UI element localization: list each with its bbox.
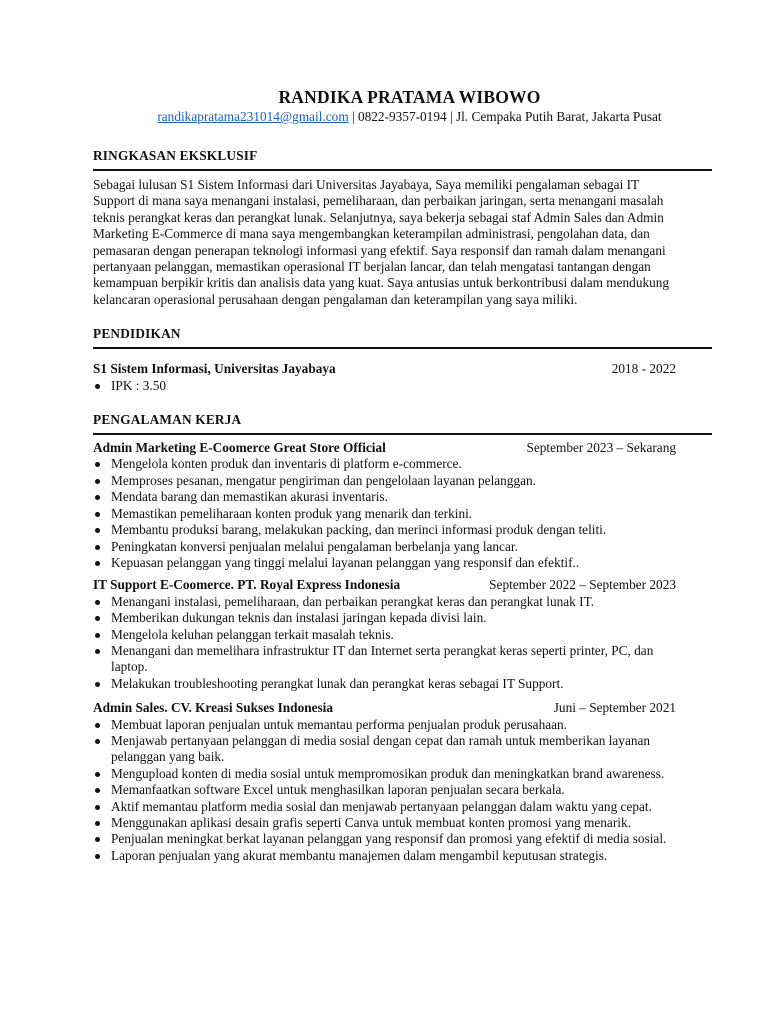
contact-line [93, 109, 712, 125]
list-item: IPK : 3.50 [93, 378, 676, 394]
list-item: Membuat laporan penjualan untuk memantau performa penjualan produk perusahaan. [93, 717, 676, 733]
list-item: Laporan penjualan yang akurat membantu manajemen dalam mengambil keputusan strategis. [93, 848, 676, 864]
job-title: Admin Marketing E-Coomerce Great Store Official [93, 440, 386, 456]
education-dates: 2018 - 2022 [611, 361, 676, 377]
list-item: Mengupload konten di media sosial untuk mempromosikan produk dan meningkatkan brand awareness. [93, 766, 676, 782]
section-divider [93, 169, 712, 171]
phone-number: 0822-9357-0194 [357, 109, 447, 124]
job-bullets [93, 594, 676, 692]
job-dates: Juni – September 2021 [553, 700, 676, 716]
list-item: Memastikan pemeliharaan konten produk yang menarik dan terkini. [93, 506, 676, 522]
section-divider [93, 347, 712, 349]
degree-title: S1 Sistem Informasi, Universitas Jayabaya [93, 361, 336, 377]
list-item: Memanfaatkan software Excel untuk menghasilkan laporan penjualan secara berkala. [93, 782, 676, 798]
list-item: Mengelola konten produk dan inventaris di platform e-commerce. [93, 456, 676, 472]
job-dates: September 2023 – Sekarang [526, 440, 676, 456]
address: Jl. Cempaka Putih Barat, Jakarta Pusat [455, 109, 662, 124]
separator: | [348, 109, 358, 124]
job-title: IT Support E-Coomerce. PT. Royal Express Indonesia [93, 577, 401, 593]
education-header [93, 361, 676, 377]
section-title-summary: RINGKASAN EKSKLUSIF [93, 148, 258, 163]
list-item: Aktif memantau platform media sosial dan menjawab pertanyaan pelanggan dalam waktu yang cepat. [93, 799, 676, 815]
list-item: Peningkatan konversi penjualan melalui pengalaman berbelanja yang lancar. [93, 539, 676, 555]
candidate-name: RANDIKA PRATAMA WIBOWO [278, 87, 541, 107]
section-title-education: PENDIDIKAN [93, 326, 181, 342]
section-title-experience: PENGALAMAN KERJA [93, 412, 242, 428]
list-item: Melakukan troubleshooting perangkat lunak dan perangkat keras sebagai IT Support. [93, 676, 676, 692]
separator: | [446, 109, 456, 124]
job-entry [93, 700, 712, 864]
job-title: Admin Sales. CV. Kreasi Sukses Indonesia [93, 700, 334, 716]
list-item: Menangani instalasi, pemeliharaan, dan perbaikan perangkat keras dan perangkat lunak IT. [93, 594, 676, 610]
list-item: Mengelola keluhan pelanggan terkait masalah teknis. [93, 627, 676, 643]
job-header [93, 700, 676, 716]
job-bullets [93, 456, 676, 571]
email-link[interactable]: randikapratama231014@gmail.com [157, 109, 349, 124]
list-item: Memproses pesanan, mengatur pengiriman dan pengelolaan layanan pelanggan. [93, 473, 676, 489]
list-item: Membantu produksi barang, melakukan packing, dan merinci informasi produk dengan teliti. [93, 522, 676, 538]
list-item: Menangani dan memelihara infrastruktur IT dan Internet serta perangkat keras seperti printer, PC, dan laptop. [93, 643, 676, 676]
list-item: Penjualan meningkat berkat layanan pelanggan yang responsif dan promosi yang efektif di media sosial. [93, 831, 676, 847]
job-entry [93, 440, 712, 571]
list-item: Memberikan dukungan teknis dan instalasi jaringan kepada divisi lain. [93, 610, 676, 626]
job-header [93, 440, 676, 456]
list-item: Menjawab pertanyaan pelanggan di media sosial dengan cepat dan ramah untuk memberikan layanan pelanggan yang baik. [93, 733, 676, 766]
job-entry [93, 577, 712, 692]
job-header [93, 577, 676, 593]
list-item: Mendata barang dan memastikan akurasi inventaris. [93, 489, 676, 505]
education-entry [93, 361, 712, 394]
job-dates: September 2022 – September 2023 [489, 577, 676, 593]
resume-page [93, 86, 712, 864]
education-bullets [93, 378, 676, 394]
list-item: Menggunakan aplikasi desain grafis seperti Canva untuk membuat konten promosi yang menarik. [93, 815, 676, 831]
job-bullets [93, 717, 676, 865]
list-item: Kepuasan pelanggan yang tinggi melalui layanan pelanggan yang responsif dan efektif.. [93, 555, 676, 571]
section-divider [93, 433, 712, 435]
summary-paragraph: Sebagai lulusan S1 Sistem Informasi dari Universitas Jayabaya, Saya memiliki pengalaman sebagai IT Support di mana saya menangani instalasi, pemeliharaan, dan perbaikan jaringan, serta menangani masalah teknis perangkat keras dan perangkat lunak. Selanjutnya, saya bekerja sebagai staf Admin Sales dan Admin Marketing E-Commerce di mana saya mengembangkan keterampilan administrasi, pengolahan data, dan pemasaran dengan penerapan teknologi informasi yang efektif. Saya responsif dan ramah dalam menangani pertanyaan pelanggan, memastikan operasional IT berjalan lancar, dan telah mengatasi tantangan dengan kemampuan berpikir kritis dan analisis data yang kuat. Saya antusias untuk berkontribusi dalam mendukung kelancaran operasional perusahaan dengan pengalaman dan keterampilan yang saya miliki. [93, 177, 670, 307]
